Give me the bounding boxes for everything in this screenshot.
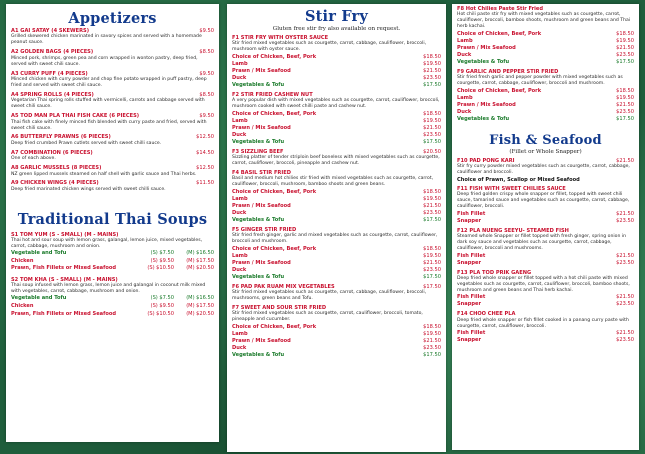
- option-label: Lamb: [232, 252, 248, 259]
- price-options: [457, 211, 634, 225]
- item-name: F5 GINGER STIR FRIED: [232, 226, 297, 233]
- option-label: Prawn / Mix Seafood: [232, 259, 291, 266]
- item-price: $21.50: [616, 157, 634, 164]
- item-name: F7 SWEET AND SOUR STIR FRIED: [232, 305, 327, 312]
- option-price: $19.50: [423, 330, 441, 337]
- item-name: A5 TOD MAN PLA THAI FISH CAKE (6 PIECES): [11, 113, 140, 120]
- item-description: Stir fried mixed vegetables such as courgette, carrot, cabbage, cauliflower, broccoli, mushrooms, green beans and Tofu.: [232, 290, 427, 302]
- price-option-row: [457, 109, 634, 116]
- menu-item: [11, 113, 214, 131]
- option-price: $21.50: [616, 252, 634, 259]
- price-option-row: [232, 125, 441, 132]
- item-description: Basil and medium hot chilies stir fried with mixed vegetables such as courgette, carrot, cauliflower, broccoli, mushroom, bamboo shoots and green beans.: [232, 176, 434, 188]
- seafood-panel: [452, 4, 639, 450]
- menu-item: [232, 170, 441, 224]
- option-price: $23.50: [616, 217, 634, 224]
- option-price: $19.50: [616, 37, 634, 44]
- stirfry-panel: [227, 4, 446, 452]
- menu-item: [457, 311, 634, 344]
- item-price: $9.50: [199, 70, 214, 77]
- soup-option-row: [11, 303, 214, 311]
- option-label: Fish Fillet: [457, 210, 486, 217]
- price-option-row: [457, 337, 634, 344]
- price-option-row: [232, 217, 441, 224]
- option-label: Vegetables & Tofu: [457, 115, 510, 122]
- option-label: Lamb: [232, 195, 248, 202]
- menu-item: [232, 35, 441, 89]
- option-label: Chicken: [11, 302, 34, 309]
- price-options: [457, 31, 634, 66]
- menu-item: [11, 180, 214, 192]
- option-label: Chicken: [11, 257, 34, 264]
- option-price: $23.50: [423, 131, 441, 138]
- price-option-row: [457, 294, 634, 301]
- stirfry-subheading: Gluten free stir fry also available on request.: [272, 26, 401, 32]
- price-option-row: [232, 210, 441, 217]
- item-price: $12.50: [196, 134, 214, 141]
- item-description: Sizzling platter of tender striploin beef boneless with mixed vegetables such as courgette, carrot, cauliflower, broccoli, pineapple and cashew nut.: [232, 155, 440, 167]
- item-name: F14 CHOO CHEE PLA: [457, 311, 516, 318]
- option-price: $21.50: [616, 330, 634, 337]
- menu-item: [11, 150, 214, 162]
- item-name: A4 SPRING ROLLS (4 PIECES): [11, 91, 94, 98]
- price-option-row: [232, 82, 441, 89]
- menu-item: [11, 49, 214, 67]
- price-option-row: [457, 218, 634, 225]
- item-description: Thai hot and sour soup with lemon grass, galangal, lemon juice, mixed vegetables, carrot, cabbage, mushroom and onion.: [11, 238, 203, 250]
- option-price: $19.50: [423, 252, 441, 259]
- menu-item: [11, 71, 214, 89]
- menu-item: [232, 227, 441, 281]
- price-option-row: [457, 59, 634, 66]
- option-price: $19.50: [423, 117, 441, 124]
- price-options: [457, 88, 634, 123]
- price-option-row: [232, 54, 441, 61]
- item-name: A2 GOLDEN BAGS (4 PIECES): [11, 49, 94, 56]
- option-price: $19.50: [423, 60, 441, 67]
- seafood-subheading: (Fillet or Whole Snapper): [509, 148, 582, 155]
- price-option-row: [232, 352, 441, 359]
- option-label: Duck: [232, 266, 247, 273]
- option-label: Lamb: [457, 94, 473, 101]
- item-name: A9 CHICKEN WINGS (4 PIECES): [11, 180, 99, 187]
- option-label: Vegetables & Tofu: [232, 81, 285, 88]
- option-label: Choice of Chicken, Beef, Pork: [457, 30, 542, 37]
- option-label: Vegetables & Tofu: [232, 216, 285, 223]
- option-price: $18.50: [423, 245, 441, 252]
- option-small-price: (S) $7.50: [150, 295, 174, 302]
- option-small-price: (S) $10.50: [147, 310, 174, 317]
- option-label: Vegetables & Tofu: [457, 58, 510, 65]
- option-label: Choice of Chicken, Beef, Pork: [232, 188, 317, 195]
- option-label: Prawn / Mix Seafood: [232, 67, 291, 74]
- option-price: $19.50: [616, 94, 634, 101]
- option-label: Duck: [232, 131, 247, 138]
- option-price: $18.50: [423, 323, 441, 330]
- price-option-row: [232, 196, 441, 203]
- option-main-price: (M) $17.50: [186, 257, 214, 264]
- price-option-row: [232, 61, 441, 68]
- option-price: $17.50: [423, 351, 441, 358]
- option-price: $17.50: [616, 115, 634, 122]
- item-name: A3 CURRY PUFF (4 PIECES): [11, 70, 88, 77]
- option-label: Prawn / Mix Seafood: [232, 202, 291, 209]
- option-label: Choice of Chicken, Beef, Pork: [457, 87, 542, 94]
- option-label: Vegetables & Tofu: [232, 273, 285, 280]
- price-option-row: [232, 274, 441, 281]
- option-price: $23.50: [423, 266, 441, 273]
- item-description: Stir fried mixed vegetables such as courgette, carrot, cauliflower, broccoli, tomato, pineapple and cucumber.: [232, 311, 423, 323]
- option-label: Prawn / Mix Seafood: [457, 101, 516, 108]
- appetizers-heading: Appetizers: [68, 10, 157, 27]
- option-small-price: (S) $7.50: [150, 250, 174, 257]
- option-price: $23.50: [616, 337, 634, 344]
- item-price: $12.50: [196, 165, 214, 172]
- item-price: $9.50: [199, 28, 214, 34]
- menu-item: [232, 92, 441, 146]
- menu-item: [11, 28, 214, 46]
- item-description: Thai fish cake with finely minced fish blended with curry paste and fried, served with sweet chili sauce.: [11, 119, 207, 131]
- soup-option-row: [11, 265, 214, 273]
- option-small-price: (S) $9.50: [150, 302, 174, 309]
- price-option-row: [457, 260, 634, 267]
- item-description: Deep fried whole snapper or fish fillet cooked in a panang curry paste with courgette, carrot, cauliflower, broccoli.: [457, 317, 629, 329]
- price-option-row: [232, 132, 441, 139]
- option-label: Vegetables & Tofu: [232, 138, 285, 145]
- option-label: Prawn / Mix Seafood: [457, 44, 516, 51]
- stirfry-continued-list: [457, 6, 634, 123]
- soup-option-row: [11, 311, 214, 319]
- item-name: F1 STIR FRY WITH OYSTER SAUCE: [232, 35, 329, 41]
- item-description: One of each above.: [11, 156, 56, 162]
- item-name: F6 PAD PAK RUAM MIX VEGETABLES: [232, 283, 335, 290]
- soup-item: [11, 232, 214, 273]
- menu-item: [11, 92, 214, 110]
- option-price: $23.50: [616, 108, 634, 115]
- item-description: Stir fry curry powder mixed vegetables such as courgette, carrot, cabbage, cauliflower and broccoli.: [457, 164, 630, 176]
- option-price: $23.50: [423, 209, 441, 216]
- option-label: Duck: [457, 108, 472, 115]
- item-description: Grilled skewered chicken marinated in savory spices and served with a homemade peanut sauce.: [11, 34, 202, 46]
- item-name: F13 PLA TOD PRIK GAENG: [457, 269, 532, 276]
- item-name: F9 GARLIC AND PEPPER STIR FRIED: [457, 68, 559, 75]
- menu-item: [11, 165, 214, 177]
- item-price: $8.50: [199, 49, 214, 56]
- price-option-row: [457, 38, 634, 45]
- item-description: Deep fried marinated chicken wings served with sweet chilli sauce.: [11, 186, 166, 192]
- option-label: Duck: [232, 74, 247, 81]
- price-option-row: [232, 331, 441, 338]
- item-price: $11.50: [196, 180, 214, 187]
- option-price: $19.50: [423, 195, 441, 202]
- option-main-price: (M) $20.50: [186, 265, 214, 272]
- option-price: $21.50: [423, 124, 441, 131]
- option-label: Prawn, Fish Fillets or Mixed Seafood: [11, 310, 116, 317]
- option-label: Lamb: [232, 117, 248, 124]
- item-name: S1 TOM YUM (S - SMALL) (M - MAINS): [11, 231, 119, 238]
- item-price: $9.50: [199, 113, 214, 120]
- option-label: Lamb: [457, 37, 473, 44]
- price-option-row: [232, 118, 441, 125]
- option-label: Vegetable and Tofu: [11, 250, 67, 257]
- seafood-heading: Fish & Seafood: [489, 132, 602, 148]
- price-option-row: [232, 111, 441, 118]
- price-option-row: [232, 338, 441, 345]
- appetizers-list: [11, 28, 214, 193]
- item-price: $20.50: [423, 148, 441, 155]
- item-description: Stir fried mixed vegetables such as courgette, carrot, cabbage, cauliflower, broccoli, mushroom with oyster sauce.: [232, 41, 427, 53]
- price-option-row: [457, 102, 634, 109]
- price-options: [232, 111, 441, 146]
- option-small-price: (S) $9.50: [150, 257, 174, 264]
- option-price: $18.50: [423, 188, 441, 195]
- option-price: $18.50: [616, 30, 634, 37]
- price-option-row: [457, 52, 634, 59]
- item-description: A very popular dish with mixed vegetables such as courgette, carrot, cauliflower, broccoli, mushroom cooked with sweet chilli paste and cashew nut.: [232, 98, 440, 110]
- price-option-row: [232, 203, 441, 210]
- item-name: F2 STIR FRIED CASHEW NUT: [232, 91, 313, 98]
- price-options: [457, 253, 634, 267]
- item-price: $14.50: [196, 149, 214, 156]
- option-price: $23.50: [616, 51, 634, 58]
- option-price: $18.50: [423, 110, 441, 117]
- option-label: Prawn, Fish Fillets or Mixed Seafood: [11, 265, 116, 272]
- item-description: Thai soup infused with lemon grass, lemon juice and galangal in coconut milk mixed with vegetables, carrot, cabbage, mushroom and onion.: [11, 283, 206, 295]
- item-description: Deep fried crumbed Prawn cutlets served with sweet chilli sauce.: [11, 140, 162, 146]
- soups-heading: Traditional Thai Soups: [17, 210, 208, 228]
- option-price: $17.50: [423, 81, 441, 88]
- item-name: F8 Hot Chilies Paste Stir Fried: [457, 6, 544, 12]
- option-label: Snapper: [457, 337, 481, 344]
- option-label: Prawn / Mix Seafood: [232, 337, 291, 344]
- price-option-row: [232, 68, 441, 75]
- item-name: A6 BUTTERFLY PRAWNS (6 PIECES): [11, 134, 111, 141]
- price-options: [457, 294, 634, 308]
- item-name: S2 TOM KHA (S - SMALL) (M - MAINS): [11, 277, 118, 284]
- item-description: Minced pork, shrimps, green pea and corn wrapped in wonton pastry, deep fried, served with sweet chili sauce.: [11, 55, 198, 67]
- menu-item: [457, 270, 634, 309]
- soup-item: [11, 277, 214, 318]
- option-label: Duck: [457, 51, 472, 58]
- price-option-row: [457, 116, 634, 123]
- option-label: Snapper: [457, 217, 481, 224]
- option-price: $23.50: [616, 259, 634, 266]
- menu-item: [232, 284, 441, 302]
- menu-item: [457, 186, 634, 225]
- price-option-row: [457, 253, 634, 260]
- soup-option-row: [11, 258, 214, 266]
- price-option-row: [457, 45, 634, 52]
- option-label: Lamb: [232, 60, 248, 67]
- item-price: $8.50: [199, 91, 214, 98]
- option-price: $21.50: [616, 294, 634, 301]
- option-price: $23.50: [423, 74, 441, 81]
- option-small-price: (S) $10.50: [147, 265, 174, 272]
- item-description: Stir fried fresh garlic and pepper powder with mixed vegetables such as courgette, carrot, cabbage, cauliflower, broccoli and mushroom.: [457, 75, 623, 87]
- item-description: Stir fried fresh ginger, garlic and mixed vegetables such as courgette, carrot, cauliflower, broccoli and mushroom.: [232, 233, 438, 245]
- item-description: Deep fried whole snapper or fillet topped with a hot chili paste with mixed vegetables such as courgette, carrot, cauliflower, broccoli, bamboo shoots, mushroom and green beans and Thai herb kachai.: [457, 275, 630, 293]
- option-price: $21.50: [616, 210, 634, 217]
- item-name: F11 FISH WITH SWEET CHILIES SAUCE: [457, 186, 566, 193]
- option-label: Fish Fillet: [457, 294, 486, 301]
- soup-option-row: [11, 295, 214, 303]
- menu-item: [232, 305, 441, 359]
- item-description: Vegetarian Thai spring rolls stuffed with vermicelli, carrots and cabbage served with sweet chili sauce.: [11, 98, 205, 110]
- price-option-row: [457, 330, 634, 337]
- option-label: Duck: [232, 344, 247, 351]
- option-price: $21.50: [616, 44, 634, 51]
- option-price: $17.50: [423, 273, 441, 280]
- price-option-row: [457, 95, 634, 102]
- option-label: Choice of Chicken, Beef, Pork: [232, 323, 317, 330]
- item-name: F10 PAD PONG KARI: [457, 157, 515, 164]
- option-price: $18.50: [616, 87, 634, 94]
- item-description: Hot chili paste stir fry with mixed vegetables such as courgette, carrot, cauliflower, broccoli, bamboo shoots, mushroom and green beans and Thai herb kachai.: [457, 12, 631, 30]
- price-option-row: [232, 253, 441, 260]
- option-label: Snapper: [457, 259, 481, 266]
- option-price: $21.50: [423, 67, 441, 74]
- menu-item: [457, 158, 634, 183]
- option-label: Choice of Chicken, Beef, Pork: [232, 245, 317, 252]
- price-option-row: [457, 88, 634, 95]
- soups-list: [11, 232, 214, 318]
- option-price: $21.50: [423, 337, 441, 344]
- option-label: Fish Fillet: [457, 252, 486, 259]
- price-option-row: [232, 345, 441, 352]
- price-option-row: [232, 139, 441, 146]
- option-label: Lamb: [232, 330, 248, 337]
- item-name: F12 PLA NUENG SEEYU- STEAMED FISH: [457, 227, 569, 234]
- option-label: Fish Fillet: [457, 330, 486, 337]
- option-label: Vegetables & Tofu: [232, 351, 285, 358]
- item-note: Choice of Prawn, Scallop or Mixed Seafood: [457, 177, 580, 184]
- option-price: $17.50: [423, 138, 441, 145]
- price-options: [232, 324, 441, 359]
- price-option-row: [457, 31, 634, 38]
- price-option-row: [232, 246, 441, 253]
- option-price: $23.50: [616, 301, 634, 308]
- item-name: F3 SIZZLING BEEF: [232, 148, 284, 155]
- soup-option-row: [11, 250, 214, 258]
- price-option-row: [232, 75, 441, 82]
- item-name: A8 GARLIC MUSSELS (8 PIECES): [11, 165, 102, 172]
- menu-item: [11, 134, 214, 146]
- menu-item: [457, 228, 634, 267]
- item-name: A7 COMBINATION (6 PIECES): [11, 149, 93, 156]
- price-options: [457, 330, 634, 344]
- price-option-row: [232, 324, 441, 331]
- option-main-price: (M) $16.50: [186, 295, 214, 302]
- menu-item: [457, 6, 634, 66]
- option-price: $23.50: [423, 344, 441, 351]
- item-price: $17.50: [423, 283, 441, 290]
- option-label: Vegetable and Tofu: [11, 295, 67, 302]
- option-main-price: (M) $17.50: [186, 302, 214, 309]
- option-price: $17.50: [423, 216, 441, 223]
- price-option-row: [457, 301, 634, 308]
- price-option-row: [457, 211, 634, 218]
- option-price: $21.50: [616, 101, 634, 108]
- item-description: NZ green lipped mussels steamed on half shell with garlic sauce and Thai herbs.: [11, 171, 197, 177]
- item-name: F4 BASIL STIR FRIED: [232, 170, 291, 177]
- menu-item: [232, 149, 441, 167]
- appetizers-soups-panel: [6, 4, 219, 442]
- option-main-price: (M) $20.50: [186, 310, 214, 317]
- price-option-row: [232, 260, 441, 267]
- option-label: Prawn / Mix Seafood: [232, 124, 291, 131]
- price-options: [232, 189, 441, 224]
- option-label: Choice of Chicken, Beef, Pork: [232, 110, 317, 117]
- option-label: Duck: [232, 209, 247, 216]
- option-label: Snapper: [457, 301, 481, 308]
- option-price: $21.50: [423, 202, 441, 209]
- option-price: $18.50: [423, 53, 441, 60]
- item-description: Minced chicken with curry powder and chop fine potato wrapped in puff pastry, deep fried and served with sweet chili sauce.: [11, 76, 207, 88]
- option-price: $21.50: [423, 259, 441, 266]
- option-price: $17.50: [616, 58, 634, 65]
- seafood-list: [457, 158, 634, 345]
- item-name: A1 GAI SATAY (4 SKEWERS): [11, 28, 90, 34]
- stirfry-heading: Stir Fry: [304, 8, 369, 25]
- item-description: Steamed whole Snapper or fillet topped with fresh ginger, spring onion in dark soy sauce and vegetables such as courgette, carrot, cabbage, cauliflower, broccoli and mushrooms.: [457, 234, 627, 252]
- price-options: [232, 246, 441, 281]
- price-option-row: [232, 189, 441, 196]
- stirfry-list: [232, 35, 441, 359]
- price-options: [232, 54, 441, 89]
- item-description: Deep fried golden crispy whole snapper or fillet, topped with sweet chili sauce, tamarind sauce and vegetables such as courgette, carrot, cabbage, cauliflower, broccoli.: [457, 192, 630, 210]
- option-label: Choice of Chicken, Beef, Pork: [232, 53, 317, 60]
- menu-item: [457, 69, 634, 123]
- option-main-price: (M) $16.50: [186, 250, 214, 257]
- price-option-row: [232, 267, 441, 274]
